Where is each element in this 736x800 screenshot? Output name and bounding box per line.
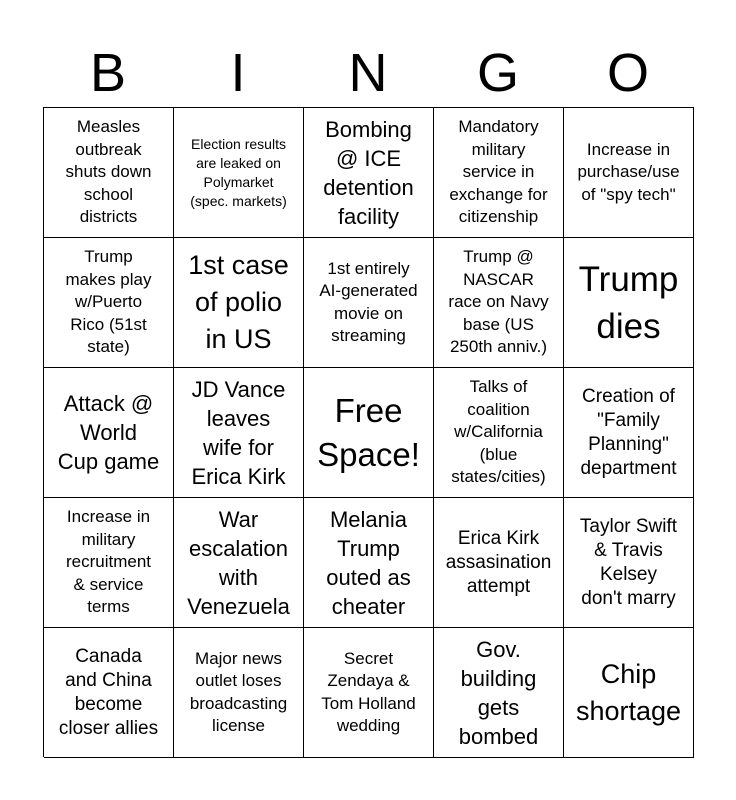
bingo-cell-r3c2[interactable] bbox=[174, 368, 304, 498]
header-letter-b: B bbox=[89, 43, 127, 103]
cell-text: Secret Zendaya & Tom Holland wedding bbox=[321, 648, 416, 735]
cell-text: Trump makes play w/Puerto Rico (51st state) bbox=[65, 247, 152, 357]
bingo-cell-r5c4[interactable] bbox=[434, 628, 564, 758]
bingo-cell-r1c2[interactable] bbox=[174, 108, 304, 238]
cell-text: Increase in military recruitment & service terms bbox=[65, 507, 152, 617]
bingo-cell-r5c1[interactable] bbox=[44, 628, 174, 758]
cell-text: Trump @ NASCAR race on Navy base (US 250th anniv.) bbox=[448, 247, 549, 357]
cell-text: Gov. building gets bombed bbox=[458, 636, 539, 749]
header-letter-o: O bbox=[606, 43, 649, 103]
bingo-cell-r3c3[interactable] bbox=[304, 368, 434, 498]
cell-text: Chip shortage bbox=[575, 658, 682, 726]
bingo-cell-r2c3[interactable] bbox=[304, 238, 434, 368]
cell-text: Trump dies bbox=[578, 259, 679, 346]
header-letter-n: N bbox=[348, 43, 388, 103]
bingo-cell-r4c1[interactable] bbox=[44, 498, 174, 628]
bingo-board bbox=[43, 107, 694, 757]
cell-text: Creation of "Family Planning" department bbox=[580, 385, 677, 479]
cell-text: Increase in purchase/use of "spy tech" bbox=[577, 139, 680, 204]
bingo-cell-r4c5[interactable] bbox=[564, 498, 694, 628]
cell-text: 1st case of polio in US bbox=[188, 250, 289, 354]
bingo-cell-r3c4[interactable] bbox=[434, 368, 564, 498]
bingo-cell-r3c5[interactable] bbox=[564, 368, 694, 498]
cell-text: Measles outbreak shuts down school districts bbox=[65, 117, 152, 227]
bingo-cell-r1c1[interactable] bbox=[44, 108, 174, 238]
bingo-cell-r2c1[interactable] bbox=[44, 238, 174, 368]
bingo-cell-r3c1[interactable] bbox=[44, 368, 174, 498]
bingo-cell-r1c5[interactable] bbox=[564, 108, 694, 238]
cell-text: Melania Trump outed as cheater bbox=[326, 506, 411, 619]
bingo-cell-r2c2[interactable] bbox=[174, 238, 304, 368]
header-letter-g: G bbox=[476, 43, 519, 103]
cell-text: Election results are leaked on Polymarket (spec. markets) bbox=[190, 135, 287, 209]
cell-text: Erica Kirk assasination attempt bbox=[445, 527, 552, 597]
cell-text: Mandatory military service in exchange for citizenship bbox=[449, 117, 548, 227]
cell-text: Free Space! bbox=[317, 391, 420, 473]
bingo-cell-r1c3[interactable] bbox=[304, 108, 434, 238]
bingo-header bbox=[43, 40, 693, 106]
bingo-cell-r4c2[interactable] bbox=[174, 498, 304, 628]
bingo-cell-r2c5[interactable] bbox=[564, 238, 694, 368]
cell-text: War escalation with Venezuela bbox=[187, 506, 290, 619]
cell-text: JD Vance leaves wife for Erica Kirk bbox=[191, 376, 286, 489]
bingo-cell-r5c2[interactable] bbox=[174, 628, 304, 758]
bingo-cell-r4c3[interactable] bbox=[304, 498, 434, 628]
bingo-cell-r5c3[interactable] bbox=[304, 628, 434, 758]
bingo-cell-r4c4[interactable] bbox=[434, 498, 564, 628]
cell-text: Major news outlet loses broadcasting license bbox=[189, 648, 288, 735]
bingo-cell-r5c5[interactable] bbox=[564, 628, 694, 758]
cell-text: Taylor Swift & Travis Kelsey don't marry bbox=[579, 515, 678, 609]
cell-text: Talks of coalition w/California (blue states/cities) bbox=[451, 377, 546, 487]
cell-text: 1st entirely AI-generated movie on streaming bbox=[319, 258, 418, 345]
cell-text: Canada and China become closer allies bbox=[58, 645, 159, 739]
cell-text: Bombing @ ICE detention facility bbox=[323, 116, 414, 229]
header-letter-i: I bbox=[230, 43, 246, 103]
bingo-cell-r1c4[interactable] bbox=[434, 108, 564, 238]
cell-text: Attack @ World Cup game bbox=[57, 391, 160, 474]
bingo-cell-r2c4[interactable] bbox=[434, 238, 564, 368]
